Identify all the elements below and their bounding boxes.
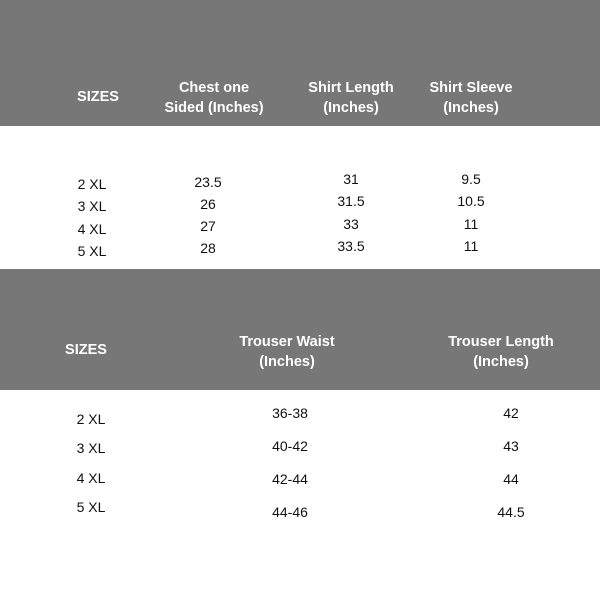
shirt-header-sleeve-line2: (Inches) (443, 100, 499, 116)
trouser-header-waist-line1: Trouser Waist (239, 334, 335, 350)
shirt-chest-cell: 28 (200, 240, 216, 256)
shirt-length-cell: 33.5 (337, 238, 365, 254)
shirt-header-length-line1: Shirt Length (308, 80, 394, 96)
shirt-header-chest (164, 78, 263, 118)
trouser-header-waist (239, 332, 334, 372)
trouser-waist-cell: 36-38 (272, 405, 308, 421)
trouser-size-cell: 2 XL (76, 411, 106, 427)
shirt-header-length (308, 78, 393, 118)
trouser-length-cell: 44.5 (497, 504, 525, 520)
shirt-size-cell: 5 XL (77, 243, 107, 259)
shirt-length-cell: 31 (343, 171, 359, 187)
shirt-header-chest-line1: Chest one (178, 80, 250, 96)
shirt-header-sleeve (429, 78, 512, 118)
trouser-header-length (448, 332, 554, 372)
trouser-length-cell: 44 (503, 471, 519, 487)
shirt-sleeve-cell: 10.5 (457, 193, 485, 209)
shirt-header-length-line2: (Inches) (323, 100, 379, 116)
trouser-header-sizes: SIZES (65, 342, 107, 358)
shirt-length-cell: 31.5 (337, 193, 365, 209)
shirt-header-sleeve-line1: Shirt Sleeve (429, 80, 513, 96)
shirt-header-chest-line2: Sided (Inches) (164, 100, 264, 116)
trouser-length-cell: 43 (503, 438, 519, 454)
trouser-size-cell: 5 XL (76, 499, 106, 515)
shirt-sleeve-cell: 9.5 (461, 171, 481, 187)
trouser-header-length-line2: (Inches) (473, 354, 529, 370)
shirt-chest-cell: 26 (200, 196, 216, 212)
trouser-waist-cell: 44-46 (272, 504, 308, 520)
trouser-length-cell: 42 (503, 405, 519, 421)
trouser-header-waist-line2: (Inches) (259, 354, 315, 370)
trouser-size-cell: 4 XL (76, 470, 106, 486)
trouser-size-cell: 3 XL (76, 440, 106, 456)
shirt-size-cell: 2 XL (77, 176, 107, 192)
trouser-waist-cell: 42-44 (272, 471, 308, 487)
shirt-size-cell: 3 XL (77, 198, 107, 214)
shirt-size-cell: 4 XL (77, 221, 107, 237)
shirt-sleeve-cell: 11 (463, 238, 479, 254)
shirt-length-cell: 33 (343, 216, 359, 232)
shirt-chest-cell: 27 (200, 218, 216, 234)
shirt-chest-cell: 23.5 (194, 174, 222, 190)
shirt-sleeve-cell: 11 (463, 216, 479, 232)
trouser-header-length-line1: Trouser Length (448, 334, 554, 350)
trouser-waist-cell: 40-42 (272, 438, 308, 454)
shirt-header-sizes: SIZES (77, 89, 119, 105)
